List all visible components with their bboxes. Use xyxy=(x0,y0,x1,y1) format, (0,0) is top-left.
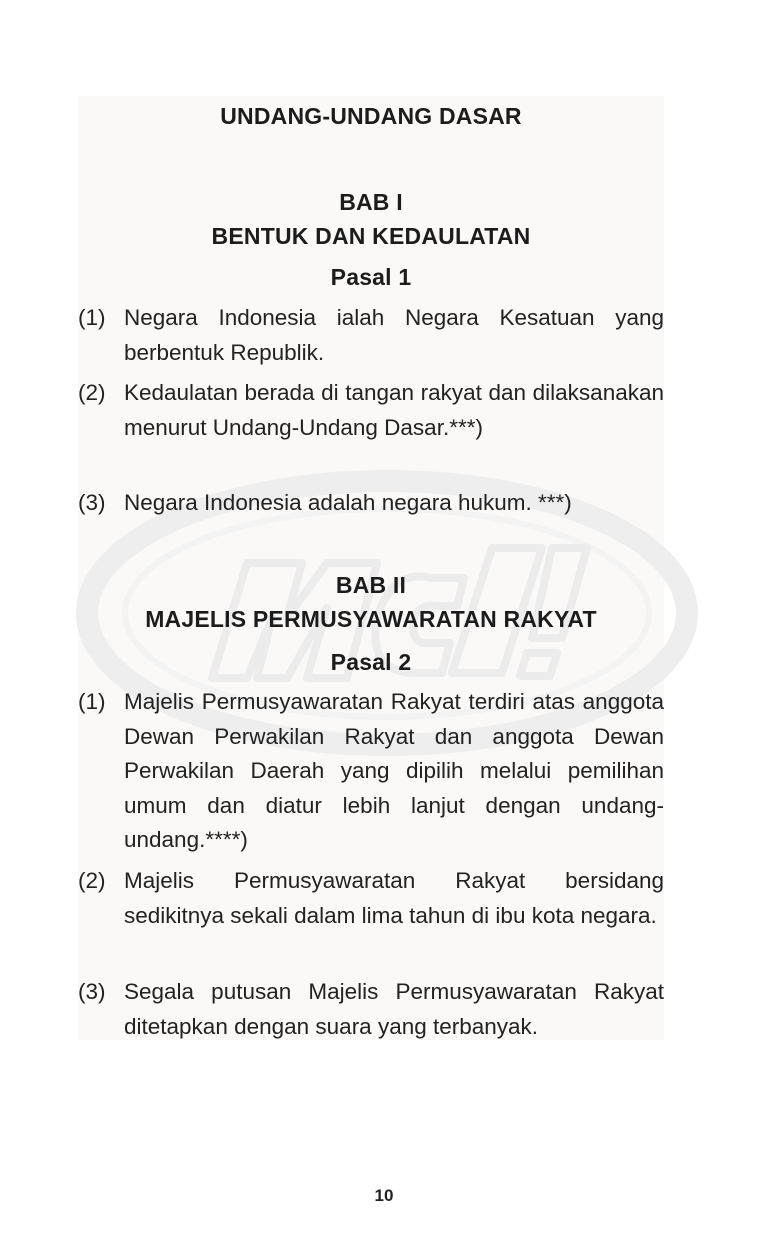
article-label: Pasal 1 xyxy=(330,264,412,290)
clause-text: Negara Indonesia adalah negara hukum. ***) xyxy=(124,490,572,515)
article-clause xyxy=(78,486,664,521)
clause-number: (1) xyxy=(78,305,106,330)
document-title: UNDANG-UNDANG DASAR xyxy=(220,103,522,129)
clause-number: (3) xyxy=(78,979,106,1004)
chapter-label: BAB II xyxy=(335,572,407,598)
chapter-title: MAJELIS PERMUSYAWARATAN RAKYAT xyxy=(145,606,597,632)
article-clause xyxy=(78,301,664,370)
page-number: 10 xyxy=(374,1186,394,1205)
clause-number: (3) xyxy=(78,490,106,515)
chapter-title: BENTUK DAN KEDAULATAN xyxy=(211,223,531,249)
clause-text: Majelis Permusyawaratan Rakyat bersidang sedikitnya sekali dalam lima tahun di ibu kota negara. xyxy=(124,868,664,928)
article-clause xyxy=(78,975,664,1044)
clause-number: (2) xyxy=(78,868,106,893)
clause-number: (2) xyxy=(78,380,106,405)
clause-text: Majelis Permusyawaratan Rakyat terdiri atas anggota Dewan Perwakilan Rakyat dan anggota Dewan Perwakilan Daerah yang dipilih melalui pemilihan umum dan diatur lebih lanjut dengan undang-undang.****) xyxy=(124,689,664,852)
article-clause xyxy=(78,376,664,445)
article-label: Pasal 2 xyxy=(330,649,412,675)
article-clause xyxy=(78,685,664,858)
clause-text: Kedaulatan berada di tangan rakyat dan dilaksanakan menurut Undang-Undang Dasar.***) xyxy=(124,380,664,440)
clause-text: Segala putusan Majelis Permusyawaratan Rakyat ditetapkan dengan suara yang terbanyak. xyxy=(124,979,664,1039)
article-clause xyxy=(78,864,664,933)
clause-text: Negara Indonesia ialah Negara Kesatuan yang berbentuk Republik. xyxy=(124,305,664,365)
clause-number: (1) xyxy=(78,689,106,714)
chapter-label: BAB I xyxy=(339,189,403,215)
